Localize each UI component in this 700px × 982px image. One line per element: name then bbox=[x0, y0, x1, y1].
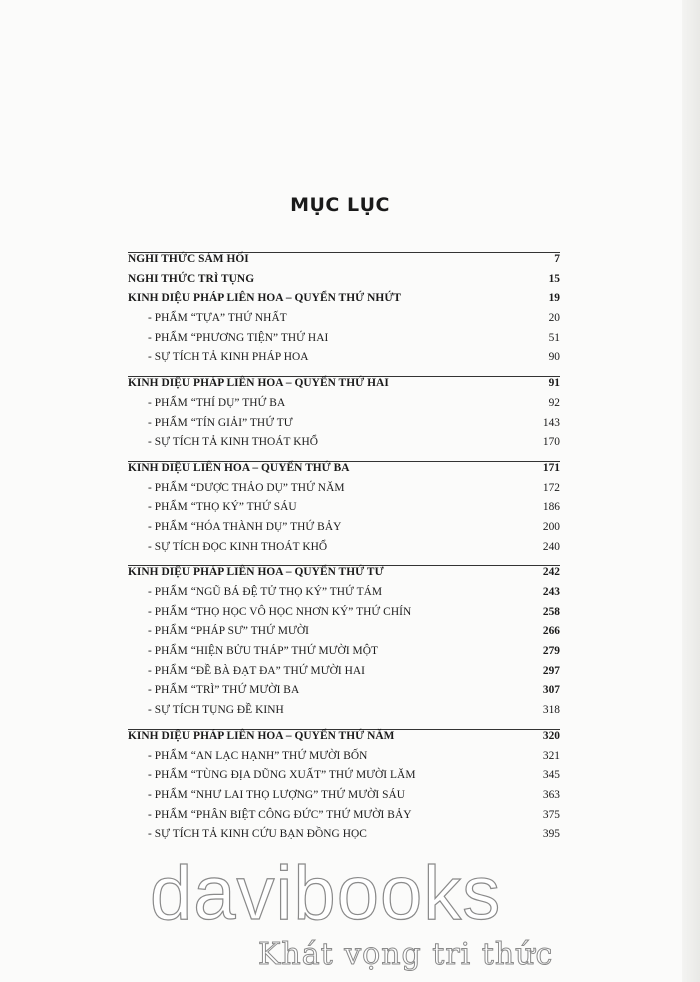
toc-entry-row bbox=[128, 684, 560, 704]
watermark-brand: davibooks bbox=[150, 851, 502, 936]
toc-heading-row bbox=[128, 462, 560, 482]
toc-page-number: 345 bbox=[542, 769, 560, 782]
toc-entry-row bbox=[128, 312, 560, 332]
toc-entry-title: - SỰ TÍCH TỤNG ĐỀ KINH bbox=[148, 704, 284, 717]
toc-entry-title: NGHI THỨC TRÌ TỤNG bbox=[128, 272, 255, 285]
toc-page-number: 395 bbox=[542, 828, 560, 841]
toc-entry-row bbox=[128, 809, 560, 829]
toc-page-number: 242 bbox=[542, 566, 560, 579]
toc-page-number: 200 bbox=[542, 520, 560, 533]
toc-entry-row bbox=[128, 351, 560, 371]
toc-entry-title: - PHẨM “THÍ DỤ” THỨ BA bbox=[148, 396, 286, 409]
toc-entry-row bbox=[128, 828, 560, 848]
toc-entry-title: NGHI THỨC SÁM HỐI bbox=[128, 253, 249, 265]
toc-entry-row bbox=[128, 586, 560, 606]
toc-entry-title: KINH DIỆU PHÁP LIÊN HOA – QUYỂN THỨ HAI bbox=[128, 377, 389, 390]
toc-page-number: 19 bbox=[548, 292, 560, 305]
page-edge-shadow bbox=[682, 0, 700, 982]
toc-entry-row bbox=[128, 769, 560, 789]
toc-page-number: 375 bbox=[542, 808, 560, 821]
toc-page-number: 172 bbox=[542, 481, 560, 494]
toc-page-number: 243 bbox=[542, 586, 560, 598]
table-of-contents bbox=[128, 252, 560, 853]
toc-entry-title: - SỰ TÍCH TẢ KINH CỨU BẠN ĐỒNG HỌC bbox=[148, 828, 367, 841]
toc-entry-title: - SỰ TÍCH TẢ KINH THOÁT KHỔ bbox=[148, 436, 319, 449]
toc-page-number: 297 bbox=[542, 664, 560, 677]
toc-entry-row bbox=[128, 625, 560, 645]
toc-entry-row bbox=[128, 606, 560, 626]
toc-entry-row bbox=[128, 436, 560, 456]
toc-page-number: 320 bbox=[542, 729, 560, 742]
toc-entry-row bbox=[128, 541, 560, 561]
toc-page-number: 279 bbox=[542, 645, 560, 658]
toc-page-number: 51 bbox=[548, 331, 560, 344]
toc-entry-row bbox=[128, 501, 560, 521]
toc-entry-title: - PHẨM “TRÌ” THỨ MƯỜI BA bbox=[148, 684, 300, 697]
toc-entry-row bbox=[128, 397, 560, 417]
toc-page-number: 170 bbox=[542, 436, 560, 449]
toc-entry-row bbox=[128, 482, 560, 502]
toc-entry-row bbox=[128, 750, 560, 770]
toc-entry-title: - PHẨM “NGŨ BÁ ĐỆ TỬ THỌ KÝ” THỨ TÁM bbox=[148, 586, 383, 598]
toc-entry-title: - PHẨM “THỌ HỌC VÔ HỌC NHƠN KÝ” THỨ CHÍN bbox=[148, 605, 412, 618]
page-title: MỤC LỤC bbox=[290, 194, 390, 216]
toc-entry-row bbox=[128, 789, 560, 809]
toc-page-number: 321 bbox=[542, 749, 560, 762]
toc-entry-title: - SỰ TÍCH TẢ KINH PHÁP HOA bbox=[148, 351, 309, 364]
toc-entry-row bbox=[128, 332, 560, 352]
toc-entry-title: - PHẨM “TỰA” THỨ NHẤT bbox=[148, 312, 287, 325]
toc-entry-title: KINH DIỆU PHÁP LIÊN HOA – QUYỂN THỨ NHỨT bbox=[128, 292, 402, 305]
toc-entry-title: - PHẨM “NHƯ LAI THỌ LƯỢNG” THỨ MƯỜI SÁU bbox=[148, 788, 406, 801]
toc-page-number: 266 bbox=[542, 625, 560, 638]
toc-entry-row bbox=[128, 665, 560, 685]
toc-page-number: 186 bbox=[542, 501, 560, 514]
toc-entry-title: - PHẨM “AN LẠC HẠNH” THỨ MƯỜI BỐN bbox=[148, 749, 368, 762]
toc-entry-title: KINH DIỆU PHÁP LIÊN HOA – QUYỂN THỨ TƯ bbox=[128, 566, 384, 579]
toc-entry-title: KINH DIỆU PHÁP LIÊN HOA – QUYỂN THỨ NĂM bbox=[128, 729, 395, 742]
toc-entry-title: KINH DIỆU LIÊN HOA – QUYỂN THỨ BA bbox=[128, 461, 350, 474]
toc-heading-row bbox=[128, 273, 560, 293]
toc-page-number: 7 bbox=[554, 253, 560, 265]
toc-entry-row bbox=[128, 417, 560, 437]
toc-entry-title: - PHẨM “HÓA THÀNH DỤ” THỨ BẢY bbox=[148, 520, 342, 533]
toc-heading-row bbox=[128, 730, 560, 750]
toc-page-number: 258 bbox=[542, 605, 560, 618]
toc-entry-title: - PHẨM “DƯỢC THẢO DỤ” THỨ NĂM bbox=[148, 481, 345, 494]
toc-entry-row bbox=[128, 521, 560, 541]
toc-entry-title: - PHẨM “HIỆN BỬU THÁP” THỨ MƯỜI MỘT bbox=[148, 645, 379, 658]
toc-heading-row bbox=[128, 377, 560, 397]
toc-page-number: 240 bbox=[542, 540, 560, 553]
toc-entry-title: - PHẨM “TÙNG ĐỊA DŨNG XUẤT” THỨ MƯỜI LĂM bbox=[148, 769, 416, 782]
toc-entry-title: - PHẨM “ĐỀ BÀ ĐẠT ĐA” THỨ MƯỜI HAI bbox=[148, 664, 366, 677]
toc-entry-row bbox=[128, 645, 560, 665]
toc-entry-title: - PHẨM “PHÁP SƯ” THỨ MƯỜI bbox=[148, 625, 309, 638]
toc-page-number: 15 bbox=[548, 272, 560, 285]
toc-page-number: 92 bbox=[548, 396, 560, 409]
toc-entry-row bbox=[128, 704, 560, 724]
toc-entry-title: - PHẨM “PHƯƠNG TIỆN” THỨ HAI bbox=[148, 331, 329, 344]
toc-page-number: 307 bbox=[542, 684, 560, 697]
toc-page-number: 91 bbox=[548, 377, 560, 390]
toc-heading-row bbox=[128, 292, 560, 312]
toc-entry-title: - SỰ TÍCH ĐỌC KINH THOÁT KHỔ bbox=[148, 540, 328, 553]
toc-entry-title: - PHẨM “THỌ KÝ” THỨ SÁU bbox=[148, 501, 297, 514]
toc-heading-row bbox=[128, 253, 560, 273]
toc-page-number: 318 bbox=[542, 704, 560, 717]
toc-entry-title: - PHẨM “TÍN GIẢI” THỨ TƯ bbox=[148, 416, 293, 429]
toc-page-number: 171 bbox=[542, 461, 560, 474]
toc-page-number: 20 bbox=[548, 312, 560, 325]
watermark-tagline: Khát vọng tri thức bbox=[258, 937, 554, 972]
toc-page-number: 363 bbox=[542, 788, 560, 801]
toc-page-number: 90 bbox=[548, 351, 560, 364]
toc-page-number: 143 bbox=[542, 416, 560, 429]
toc-heading-row bbox=[128, 566, 560, 586]
toc-entry-title: - PHẨM “PHÂN BIỆT CÔNG ĐỨC” THỨ MƯỜI BẢY bbox=[148, 808, 412, 821]
